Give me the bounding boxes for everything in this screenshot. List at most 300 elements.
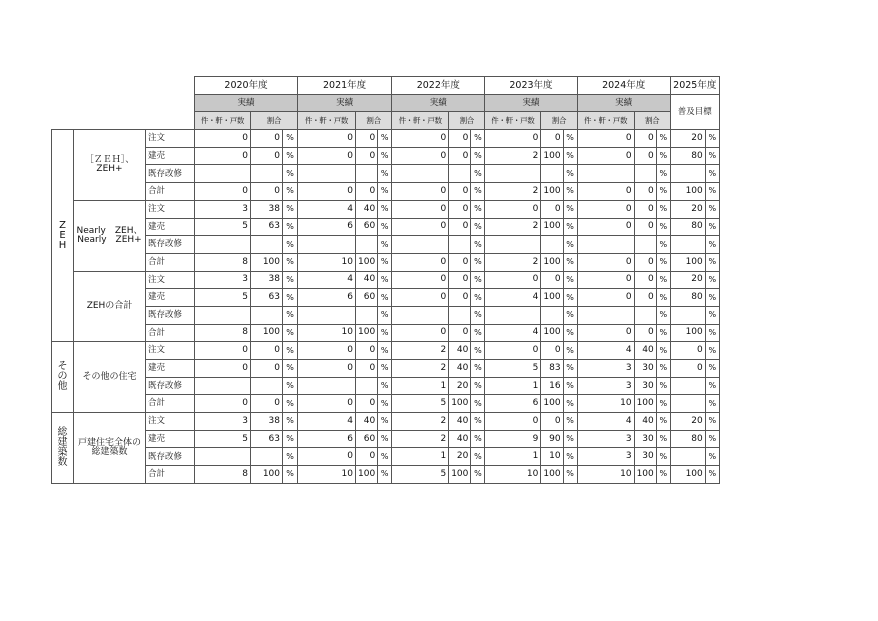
ratio-value	[251, 165, 283, 183]
percent-unit: %	[705, 147, 719, 165]
year-header: 2022年度	[392, 77, 485, 95]
ratio-value: 38	[251, 200, 283, 218]
group-name-line: 総建築数	[91, 446, 128, 457]
percent-unit: %	[705, 253, 719, 271]
row-label: 建売	[146, 360, 195, 378]
table-row	[52, 236, 720, 254]
percent-unit: %	[563, 183, 577, 201]
count-value: 10	[298, 253, 356, 271]
percent-unit: %	[705, 289, 719, 307]
ratio-value: 0	[251, 183, 283, 201]
jisseki-header: 実績	[195, 94, 298, 112]
count-value: 8	[195, 324, 251, 342]
count-value: 2	[392, 413, 449, 431]
count-value: 0	[485, 200, 541, 218]
row-label: 建売	[146, 289, 195, 307]
percent-unit: %	[705, 200, 719, 218]
ratio-value: 0	[251, 360, 283, 378]
percent-unit: %	[471, 360, 485, 378]
percent-unit: %	[563, 253, 577, 271]
percent-unit: %	[378, 289, 392, 307]
ratio-value: 0	[356, 147, 378, 165]
ratio-value: 100	[541, 253, 563, 271]
category-char: そ	[57, 361, 68, 373]
row-label: 注文	[146, 342, 195, 360]
count-value: 9	[485, 430, 541, 448]
count-value: 0	[392, 271, 449, 289]
ratio-value	[356, 306, 378, 324]
ratio-value	[634, 306, 656, 324]
percent-unit: %	[283, 147, 298, 165]
group-name-line: ZEHの合計	[86, 300, 133, 311]
table-row	[52, 342, 720, 360]
percent-unit: %	[378, 271, 392, 289]
category-char: Z	[59, 219, 66, 231]
ratio-value	[449, 306, 471, 324]
percent-unit: %	[705, 236, 719, 254]
ratio-value	[251, 377, 283, 395]
percent-unit: %	[705, 430, 719, 448]
ratio-value: 0	[449, 289, 471, 307]
count-value	[195, 448, 251, 466]
count-subheader: 件・軒・戸数	[485, 112, 541, 130]
percent-unit: %	[283, 165, 298, 183]
group-name	[74, 130, 146, 201]
table-row	[52, 165, 720, 183]
count-value: 0	[298, 147, 356, 165]
count-value: 0	[195, 147, 251, 165]
jisseki-header: 実績	[298, 94, 392, 112]
ratio-value: 63	[251, 430, 283, 448]
ratio-value: 0	[634, 271, 656, 289]
target-value: 100	[670, 183, 705, 201]
ratio-value: 100	[541, 324, 563, 342]
percent-unit: %	[656, 218, 670, 236]
count-value: 1	[392, 377, 449, 395]
percent-unit: %	[705, 413, 719, 431]
count-value: 6	[298, 430, 356, 448]
percent-unit: %	[656, 147, 670, 165]
ratio-value	[634, 165, 656, 183]
percent-unit: %	[656, 165, 670, 183]
target-value: 80	[670, 147, 705, 165]
percent-unit: %	[656, 289, 670, 307]
percent-unit: %	[378, 253, 392, 271]
percent-unit: %	[563, 165, 577, 183]
percent-unit: %	[563, 413, 577, 431]
ratio-value: 0	[356, 342, 378, 360]
count-value: 0	[392, 183, 449, 201]
percent-unit: %	[656, 324, 670, 342]
percent-unit: %	[705, 360, 719, 378]
percent-unit: %	[283, 430, 298, 448]
ratio-subheader: 割合	[634, 112, 670, 130]
percent-unit: %	[378, 200, 392, 218]
percent-unit: %	[283, 324, 298, 342]
ratio-value	[251, 236, 283, 254]
target-value	[670, 377, 705, 395]
count-value	[577, 236, 634, 254]
table-row	[52, 395, 720, 413]
ratio-value	[251, 448, 283, 466]
row-label: 合計	[146, 253, 195, 271]
percent-unit: %	[563, 448, 577, 466]
ratio-value: 0	[356, 130, 378, 148]
count-value: 5	[195, 430, 251, 448]
percent-unit: %	[471, 271, 485, 289]
percent-unit: %	[656, 200, 670, 218]
count-value	[195, 306, 251, 324]
count-value: 10	[298, 466, 356, 484]
table-row	[52, 147, 720, 165]
count-value: 0	[577, 183, 634, 201]
ratio-value: 60	[356, 218, 378, 236]
percent-unit: %	[656, 306, 670, 324]
count-value: 6	[298, 218, 356, 236]
group-name	[74, 200, 146, 271]
percent-unit: %	[563, 271, 577, 289]
count-value: 3	[195, 200, 251, 218]
ratio-value: 20	[449, 377, 471, 395]
ratio-value: 0	[449, 218, 471, 236]
ratio-value: 90	[541, 430, 563, 448]
percent-unit: %	[471, 130, 485, 148]
percent-unit: %	[471, 306, 485, 324]
table-row	[52, 377, 720, 395]
target-value: 20	[670, 413, 705, 431]
count-value: 0	[577, 200, 634, 218]
ratio-value	[356, 377, 378, 395]
row-label: 注文	[146, 413, 195, 431]
count-value: 2	[485, 218, 541, 236]
ratio-value: 0	[356, 395, 378, 413]
percent-unit: %	[471, 430, 485, 448]
row-label: 建売	[146, 147, 195, 165]
target-value: 20	[670, 200, 705, 218]
count-value: 0	[577, 271, 634, 289]
target-value: 0	[670, 342, 705, 360]
count-value: 5	[195, 218, 251, 236]
percent-unit: %	[283, 130, 298, 148]
ratio-value: 100	[449, 466, 471, 484]
table-row	[52, 306, 720, 324]
percent-unit: %	[471, 289, 485, 307]
count-value: 1	[485, 377, 541, 395]
target-value	[670, 306, 705, 324]
count-value: 0	[195, 395, 251, 413]
ratio-value: 100	[541, 183, 563, 201]
ratio-value: 63	[251, 218, 283, 236]
table-row	[52, 466, 720, 484]
count-value: 0	[577, 130, 634, 148]
ratio-value: 0	[541, 271, 563, 289]
percent-unit: %	[283, 271, 298, 289]
ratio-value: 30	[634, 448, 656, 466]
ratio-value: 0	[541, 413, 563, 431]
ratio-value: 0	[541, 342, 563, 360]
ratio-value: 40	[449, 342, 471, 360]
count-value: 0	[392, 253, 449, 271]
category-char: H	[58, 239, 67, 251]
percent-unit: %	[563, 289, 577, 307]
ratio-value: 0	[634, 218, 656, 236]
count-value	[392, 236, 449, 254]
percent-unit: %	[705, 271, 719, 289]
count-value: 3	[577, 430, 634, 448]
percent-unit: %	[378, 130, 392, 148]
ratio-value: 0	[449, 183, 471, 201]
zeh-results-table	[51, 76, 720, 484]
percent-unit: %	[705, 130, 719, 148]
target-value	[670, 395, 705, 413]
table-row	[52, 413, 720, 431]
percent-unit: %	[378, 466, 392, 484]
ratio-value: 0	[634, 253, 656, 271]
count-value: 10	[298, 324, 356, 342]
count-value	[485, 165, 541, 183]
percent-unit: %	[471, 413, 485, 431]
ratio-value: 100	[541, 289, 563, 307]
row-label: 建売	[146, 218, 195, 236]
count-value: 5	[392, 395, 449, 413]
ratio-value: 0	[356, 183, 378, 201]
ratio-value: 100	[541, 147, 563, 165]
row-label: 既存改修	[146, 165, 195, 183]
ratio-value: 0	[634, 183, 656, 201]
ratio-value: 100	[449, 395, 471, 413]
count-value: 0	[577, 289, 634, 307]
percent-unit: %	[563, 377, 577, 395]
target-value: 0	[670, 360, 705, 378]
row-label: 既存改修	[146, 377, 195, 395]
percent-unit: %	[656, 466, 670, 484]
count-value: 0	[392, 147, 449, 165]
ratio-value: 100	[356, 466, 378, 484]
ratio-value: 0	[634, 200, 656, 218]
percent-unit: %	[283, 448, 298, 466]
count-subheader: 件・軒・戸数	[195, 112, 251, 130]
percent-unit: %	[471, 342, 485, 360]
count-value: 0	[392, 324, 449, 342]
section-category	[52, 342, 74, 413]
group-name-line: Nearly ZEH+	[77, 234, 142, 245]
ratio-value: 100	[251, 466, 283, 484]
ratio-value: 100	[356, 324, 378, 342]
year-header: 2021年度	[298, 77, 392, 95]
count-value: 0	[298, 342, 356, 360]
ratio-value: 40	[356, 413, 378, 431]
count-value: 0	[392, 289, 449, 307]
count-value	[195, 165, 251, 183]
ratio-value: 40	[449, 360, 471, 378]
group-name-line: ［ＺＥＨ］、	[84, 154, 135, 165]
count-value: 2	[392, 342, 449, 360]
ratio-value: 0	[356, 360, 378, 378]
percent-unit: %	[283, 183, 298, 201]
ratio-value: 40	[356, 200, 378, 218]
percent-unit: %	[378, 377, 392, 395]
percent-unit: %	[563, 324, 577, 342]
count-value: 5	[485, 360, 541, 378]
table-row	[52, 218, 720, 236]
percent-unit: %	[563, 360, 577, 378]
count-value: 3	[577, 360, 634, 378]
group-name	[74, 271, 146, 342]
count-value: 0	[577, 324, 634, 342]
ratio-value	[449, 236, 471, 254]
count-subheader: 件・軒・戸数	[298, 112, 356, 130]
ratio-value: 30	[634, 430, 656, 448]
count-value: 0	[195, 342, 251, 360]
percent-unit: %	[283, 413, 298, 431]
percent-unit: %	[471, 253, 485, 271]
count-value	[485, 306, 541, 324]
count-value: 2	[485, 147, 541, 165]
table-row	[52, 183, 720, 201]
target-value: 80	[670, 289, 705, 307]
count-value: 5	[392, 466, 449, 484]
count-value	[485, 236, 541, 254]
count-value: 0	[392, 218, 449, 236]
ratio-value: 0	[634, 147, 656, 165]
percent-unit: %	[378, 236, 392, 254]
percent-unit: %	[283, 377, 298, 395]
percent-unit: %	[378, 360, 392, 378]
ratio-value: 83	[541, 360, 563, 378]
ratio-value: 0	[449, 147, 471, 165]
percent-unit: %	[283, 200, 298, 218]
target-value: 80	[670, 430, 705, 448]
count-value: 0	[485, 130, 541, 148]
group-name-line: 戸建住宅全体の	[77, 437, 141, 448]
count-value: 3	[577, 448, 634, 466]
percent-unit: %	[283, 236, 298, 254]
percent-unit: %	[471, 200, 485, 218]
row-label: 建売	[146, 430, 195, 448]
count-value	[298, 306, 356, 324]
row-label: 注文	[146, 130, 195, 148]
count-value	[195, 377, 251, 395]
count-value	[298, 377, 356, 395]
ratio-value: 100	[251, 324, 283, 342]
percent-unit: %	[705, 377, 719, 395]
count-value	[392, 306, 449, 324]
count-value: 2	[392, 360, 449, 378]
percent-unit: %	[283, 342, 298, 360]
percent-unit: %	[563, 466, 577, 484]
percent-unit: %	[471, 147, 485, 165]
row-label: 注文	[146, 271, 195, 289]
category-char: 総	[57, 426, 68, 438]
ratio-value: 60	[356, 289, 378, 307]
ratio-value: 40	[634, 342, 656, 360]
count-value: 8	[195, 253, 251, 271]
group-name	[74, 413, 146, 484]
percent-unit: %	[656, 130, 670, 148]
percent-unit: %	[705, 165, 719, 183]
year-header: 2023年度	[485, 77, 577, 95]
ratio-subheader: 割合	[356, 112, 392, 130]
count-value: 1	[392, 448, 449, 466]
target-header: 普及目標	[670, 94, 719, 129]
count-value: 10	[485, 466, 541, 484]
target-value: 20	[670, 130, 705, 148]
category-char: 他	[57, 381, 68, 393]
ratio-value	[251, 306, 283, 324]
table-row	[52, 200, 720, 218]
corner-blank	[52, 112, 195, 130]
ratio-value	[541, 236, 563, 254]
percent-unit: %	[378, 218, 392, 236]
percent-unit: %	[705, 183, 719, 201]
target-value: 80	[670, 218, 705, 236]
table-row	[52, 289, 720, 307]
ratio-value: 100	[634, 395, 656, 413]
percent-unit: %	[378, 413, 392, 431]
ratio-value: 63	[251, 289, 283, 307]
count-value: 0	[392, 200, 449, 218]
percent-unit: %	[378, 342, 392, 360]
section-category	[52, 413, 74, 484]
ratio-value: 0	[634, 324, 656, 342]
category-char: 数	[57, 456, 68, 468]
ratio-value: 100	[634, 466, 656, 484]
count-value: 4	[577, 413, 634, 431]
count-value: 4	[298, 200, 356, 218]
count-value: 0	[195, 130, 251, 148]
ratio-value: 0	[449, 271, 471, 289]
jisseki-header: 実績	[577, 94, 670, 112]
group-name	[74, 342, 146, 413]
count-value: 0	[577, 147, 634, 165]
target-value	[670, 236, 705, 254]
ratio-value: 30	[634, 360, 656, 378]
count-value: 4	[577, 342, 634, 360]
count-value	[577, 165, 634, 183]
count-value: 6	[485, 395, 541, 413]
count-value: 4	[298, 271, 356, 289]
percent-unit: %	[656, 395, 670, 413]
percent-unit: %	[656, 342, 670, 360]
row-label: 注文	[146, 200, 195, 218]
percent-unit: %	[283, 466, 298, 484]
percent-unit: %	[563, 395, 577, 413]
ratio-value: 0	[449, 130, 471, 148]
target-value: 100	[670, 253, 705, 271]
percent-unit: %	[563, 147, 577, 165]
count-value: 1	[485, 448, 541, 466]
ratio-value: 0	[251, 395, 283, 413]
row-label: 既存改修	[146, 448, 195, 466]
ratio-value: 0	[251, 342, 283, 360]
percent-unit: %	[471, 466, 485, 484]
ratio-value	[541, 165, 563, 183]
ratio-value: 0	[634, 130, 656, 148]
percent-unit: %	[378, 324, 392, 342]
percent-unit: %	[705, 466, 719, 484]
percent-unit: %	[656, 360, 670, 378]
ratio-value: 40	[449, 413, 471, 431]
percent-unit: %	[563, 130, 577, 148]
category-char: 建	[57, 436, 68, 448]
ratio-subheader: 割合	[251, 112, 298, 130]
group-name-line: その他の住宅	[82, 371, 137, 382]
row-label: 既存改修	[146, 236, 195, 254]
count-value: 4	[485, 324, 541, 342]
percent-unit: %	[378, 448, 392, 466]
percent-unit: %	[378, 147, 392, 165]
ratio-value: 0	[541, 200, 563, 218]
